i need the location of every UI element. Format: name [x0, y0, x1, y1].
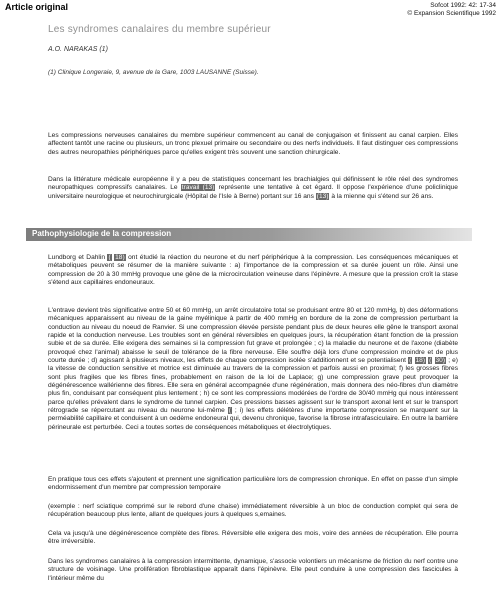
- section-header-bar: [26, 228, 472, 241]
- section-paragraph: En pratique tous ces effets s'ajoutent et prennent une signification particulière lors de compression chronique. En effet on passe d'un simple endormissement d'un membre par compression temporaire: [48, 476, 458, 492]
- reference-link[interactable]: (: [409, 357, 412, 365]
- intro-paragraph: Les compressions nerveuses canalaires du membre supérieur commencent au canal de conjugaison et finissent au canal carpien. Elles affectent tantôt une racine ou plusieurs, un tronc plexuel primaire ou secondaire ou des nerfs individuels. Il faut distinguer ces compressions des autres neuropathies périphériques parce qu'elles exigent très souvent une sanction chirurgicale.: [48, 132, 458, 156]
- body-text: Lundborg et Dahlin: [48, 254, 105, 261]
- reference-link[interactable]: (13): [316, 192, 329, 200]
- intro-paragraph: [48, 176, 458, 201]
- section-paragraph: [48, 307, 458, 432]
- body-text: à la mienne qui s'étend sur 26 ans.: [331, 192, 434, 200]
- body-text: L'entrave devient très significative entre 50 et 60 mmHg, un arrêt circulatoire total se produisant entre 80 et 120 mmHg, b) des déformations mécaniques apparaissent au niveau de la gaine myélinique à partir de 400 mmHg en bordure de la zone de compression perturbant la conduction au niveau du noeud de Ranvier. Si une compression élevée persiste pendant plus de deux heures elle gêne le transport axonal rapide et la conduction nerveuse. Les troubles sont en général réversibles en quelques jours, la récupération étant fonction de la pression subie et de sa durée. Elle exigera des semaines si la compression fut grave et prolongée ; c) la maladie du neurone et de l'axone (diabète provoqué chez l'animal) abaisse le seuil de tolérance de la fibre nerveuse. Elle souffre déjà lors d'une compression moindre et de plus courte durée ; d) agissant à plusieurs niveaux, les effets de chaque compression isolée s'additionnent et se potentialisent: [48, 307, 458, 365]
- body-text: ont étudié la réaction du neurone et du nerf périphérique à la compression. Les conséquences mécaniques et métaboliques peuvent se résumer de la manière suivante : a) l'importance de la compression et sa durée jouent un rôle. Ainsi une compression de 20 à 30 mmHg provoque une gêne de la microcirculation veineuse dans l'épinèvre. A mesure que la pression croît la stase s'étend aux capillaires endoneuraux.: [48, 254, 458, 287]
- section-title: Pathophysiologie de la compression: [32, 229, 172, 238]
- page-header: [5, 2, 496, 20]
- reference-link[interactable]: (: [429, 357, 432, 365]
- body-text: ; i) les effets délétères d'une importante compression se marquent sur la perméabilité capillaire et conduisent à un oedème endoneural qui, devenu chronique, favorise la fibrose intrafasciculaire. En outre la barrière périneurale est perturbée. Ceci a toutes sortes de conséquences métaboliques et électrolytiques.: [48, 407, 458, 431]
- body-text: ; e) la vitesse de conduction sensitive et motrice est diminuée au travers de la compression et parfois aussi en proximal; f) les grosses fibres sont plus fragiles que les fibres fines, probablement en raison de la loi de Laplace; g) une compression grave peut provoquer la dégénérescence wallérienne des fibres. Elle sera en général accompagnée d'une régénération, mais donnera des néo-fibres d'un diamètre plus fin, conduisant par conséquent plus lentement ; h) ce sont les compressions modérées de l'ordre de 30/40 mmHg qui nous intéressent parce qu'elles prévalent dans le syndrome de tunnel carpien. Ces pressions basses agissent sur le transport axonal lent et sur le transport rétrograde se répercutant au niveau du neurone lui-même: [48, 357, 459, 415]
- copyright-line: © Expansion Scientifique 1992: [407, 10, 496, 17]
- body-text: représente une tentative à cet égard. Il oppose l'expérience d'une policlinique universitaire neurologique et neurochirurgicale (Hôpital de l'Isle à Berne) portant sur 16 ans: [48, 184, 458, 200]
- citation-line: Sofcot 1992: 42: 17-34: [430, 2, 496, 9]
- reference-link[interactable]: 18): [115, 254, 125, 261]
- section-paragraph: Dans les syndromes canalaires à la compression intermittente, dynamique, s'associe volontiers un mécanisme de friction du nerf contre une structure de voisinage. Une prolifération fibroblastique apparaît dans l'épinèvre. Elle peut conduire à une compression des fascicules à l'intérieur même du: [48, 558, 458, 582]
- article-type-label: Article original: [5, 2, 69, 12]
- reference-link[interactable]: (: [228, 407, 231, 415]
- reference-link[interactable]: 18): [415, 357, 426, 365]
- author-affiliation: (1) Clinique Longeraie, 9, avenue de la Gare, 1003 LAUSANNE (Suisse).: [48, 69, 259, 76]
- reference-link[interactable]: 30): [435, 357, 446, 365]
- reference-link[interactable]: (: [108, 254, 111, 261]
- citation-block: [407, 2, 496, 18]
- reference-link[interactable]: travail (13): [181, 184, 215, 192]
- section-paragraph: Cela va jusqu'à une dégénérescence complète des fibres. Réversible elle exigera des mois, voire des années de récupération. Elle pourra être irréversible.: [48, 530, 458, 546]
- body-text: Dans la littérature médicale européenne il y a peu de statistiques concernant les brachialgies qui définissent le rôle réel des syndromes neuropathiques compressifs canalaires. Le: [48, 176, 458, 192]
- section-paragraph: [48, 254, 458, 287]
- article-authors: A.O. NARAKAS (1): [48, 46, 108, 53]
- section-paragraph: (exemple : nerf sciatique comprimé sur le rebord d'une chaise) immédiatement réversible à un bloc de conduction complet qui sera de récupération beaucoup plus lente, allant de quelques jours à quelques s,emaines.: [48, 503, 458, 519]
- article-title: Les syndromes canalaires du membre supérieur: [48, 24, 271, 35]
